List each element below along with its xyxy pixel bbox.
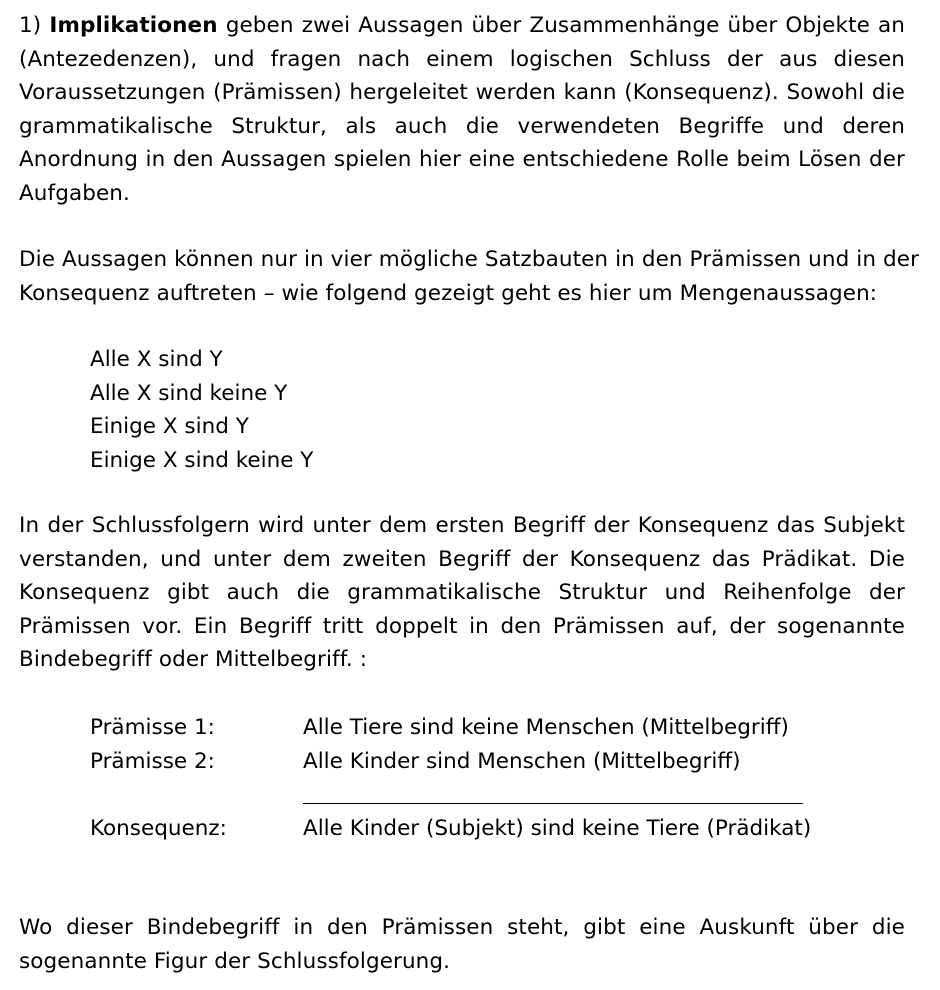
premise-2-label: Prämisse 2:: [90, 748, 215, 774]
statement-forms-paragraph: [19, 243, 920, 310]
intro-line-1: 1) Implikationen geben zwei Aussagen über Zusammenhänge über Objekte an: [19, 13, 906, 38]
intro-line-2: (Antezedenzen), und fragen nach einem logischen Schluss der aus diesen: [19, 46, 905, 72]
intro-line-5: Anordnung in den Aussagen spielen hier eine entschiedene Rolle beim Lösen der: [19, 147, 905, 172]
intro-line-3: Voraussetzungen (Prämissen) hergeleitet werden kann (Konsequenz). Sowohl die: [19, 80, 905, 105]
inference-paragraph: [19, 509, 905, 677]
statement-form: Alle X sind keine Y: [90, 380, 288, 406]
section-number: 1): [19, 13, 42, 38]
inference-line-5: Bindebegriff oder Mittelbegriff. :: [19, 647, 368, 672]
forms-intro-line-2: Konsequenz auftreten – wie folgend gezeigt geht es hier um Mengenaussagen:: [19, 280, 878, 306]
inference-line-4: Prämissen vor. Ein Begriff tritt doppelt in den Prämissen auf, der sogenannte: [19, 613, 905, 639]
section-term: Implikationen: [49, 13, 218, 38]
premise-1-label: Prämisse 1:: [90, 715, 215, 740]
intro-line-4: grammatikalische Struktur, als auch die verwendeten Begriffe und deren: [19, 113, 905, 139]
inference-line-3: Konsequenz gibt auch die grammatikalische Struktur und Reihenfolge der: [19, 580, 905, 605]
statement-form: Alle X sind Y: [90, 347, 223, 372]
conclusion-divider: [303, 803, 803, 804]
statement-form: Einige X sind Y: [90, 414, 249, 439]
statement-forms-list: [90, 343, 313, 477]
conclusion-text: Alle Kinder (Subjekt) sind keine Tiere (Prädikat): [303, 816, 812, 841]
intro-paragraph: [19, 9, 905, 210]
inference-line-2: verstanden, und unter dem zweiten Begriff der Konsequenz das Prädikat. Die: [19, 546, 905, 572]
closing-line-2: sogenannte Figur der Schlussfolgerung.: [19, 948, 451, 974]
conclusion-label: Konsequenz:: [90, 816, 227, 841]
premise-2-text: Alle Kinder sind Menschen (Mittelbegriff): [303, 748, 741, 774]
premise-1-text: Alle Tiere sind keine Menschen (Mittelbegriff): [303, 715, 789, 740]
statement-form: Einige X sind keine Y: [90, 447, 314, 473]
closing-paragraph: [19, 911, 905, 978]
intro-line-6: Aufgaben.: [19, 180, 130, 206]
forms-intro-line-1: Die Aussagen können nur in vier mögliche Satzbauten in den Prämissen und in der: [19, 247, 920, 272]
inference-line-1: In der Schlussfolgern wird unter dem ersten Begriff der Konsequenz das Subjekt: [19, 513, 905, 538]
closing-line-1: Wo dieser Bindebegriff in den Prämissen steht, gibt eine Auskunft über die: [19, 915, 905, 940]
